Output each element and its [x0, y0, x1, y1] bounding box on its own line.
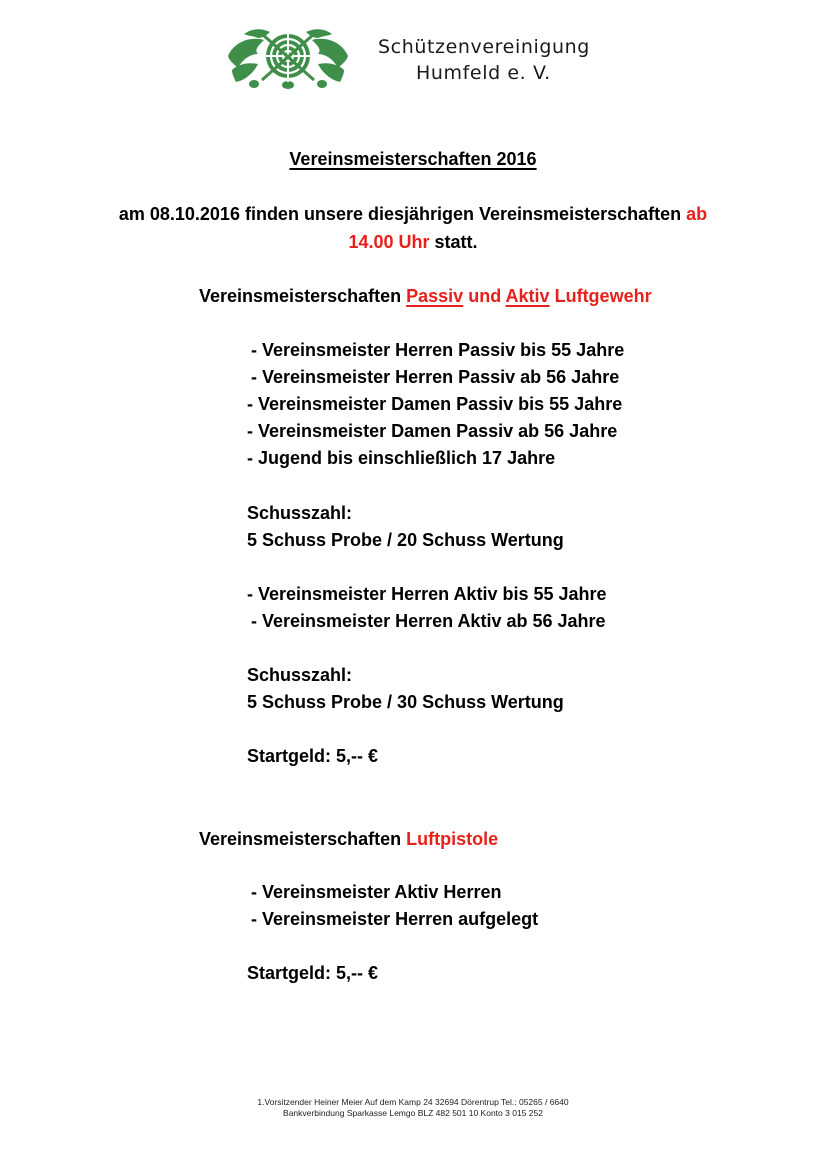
passiv-schusszahl-label: Schusszahl: [247, 503, 353, 523]
luftpistole-heading: Vereinsmeisterschaften Luftpistole [199, 829, 499, 849]
footer [0, 1097, 826, 1119]
document-title: Vereinsmeisterschaften 2016 [289, 149, 537, 169]
luftgewehr-heading: Vereinsmeisterschaften Passiv und Aktiv Luftgewehr [199, 286, 652, 306]
luftpistole-startgeld: Startgeld: 5,-- € [247, 963, 379, 983]
list-item: - Vereinsmeister Damen Passiv ab 56 Jahre [247, 421, 618, 441]
club-name-line1: Schützenvereinigung [378, 36, 590, 58]
intro-line1: am 08.10.2016 finden unsere diesjährigen Vereinsmeisterschaften ab [118, 204, 708, 224]
list-item: - Vereinsmeister Herren Passiv bis 55 Jahre [251, 340, 625, 360]
club-name [378, 34, 590, 86]
footer-line2: Bankverbindung Sparkasse Lemgo BLZ 482 501 10 Konto 3 015 252 [283, 1108, 543, 1118]
list-item: - Vereinsmeister Damen Passiv bis 55 Jahre [247, 394, 623, 414]
aktiv-schusszahl-label: Schusszahl: [247, 665, 353, 685]
club-emblem-target-icon [224, 24, 352, 90]
passiv-schusszahl-value: 5 Schuss Probe / 20 Schuss Wertung [247, 530, 564, 550]
list-item: - Jugend bis einschließlich 17 Jahre [247, 448, 556, 468]
intro-line2: 14.00 Uhr statt. [348, 232, 478, 252]
aktiv-schusszahl-value: 5 Schuss Probe / 30 Schuss Wertung [247, 692, 564, 712]
list-item: - Vereinsmeister Herren aufgelegt [251, 909, 539, 929]
luftgewehr-startgeld: Startgeld: 5,-- € [247, 746, 379, 766]
list-item: - Vereinsmeister Herren Aktiv bis 55 Jahre [247, 584, 607, 604]
list-item: - Vereinsmeister Aktiv Herren [251, 882, 502, 902]
list-item: - Vereinsmeister Herren Aktiv ab 56 Jahre [251, 611, 606, 631]
list-item: - Vereinsmeister Herren Passiv ab 56 Jahre [251, 367, 620, 387]
footer-line1: 1.Vorsitzender Heiner Meier Auf dem Kamp 24 32694 Dörentrup Tel.: 05265 / 6640 [257, 1097, 569, 1107]
club-name-line2: Humfeld e. V. [416, 62, 551, 84]
